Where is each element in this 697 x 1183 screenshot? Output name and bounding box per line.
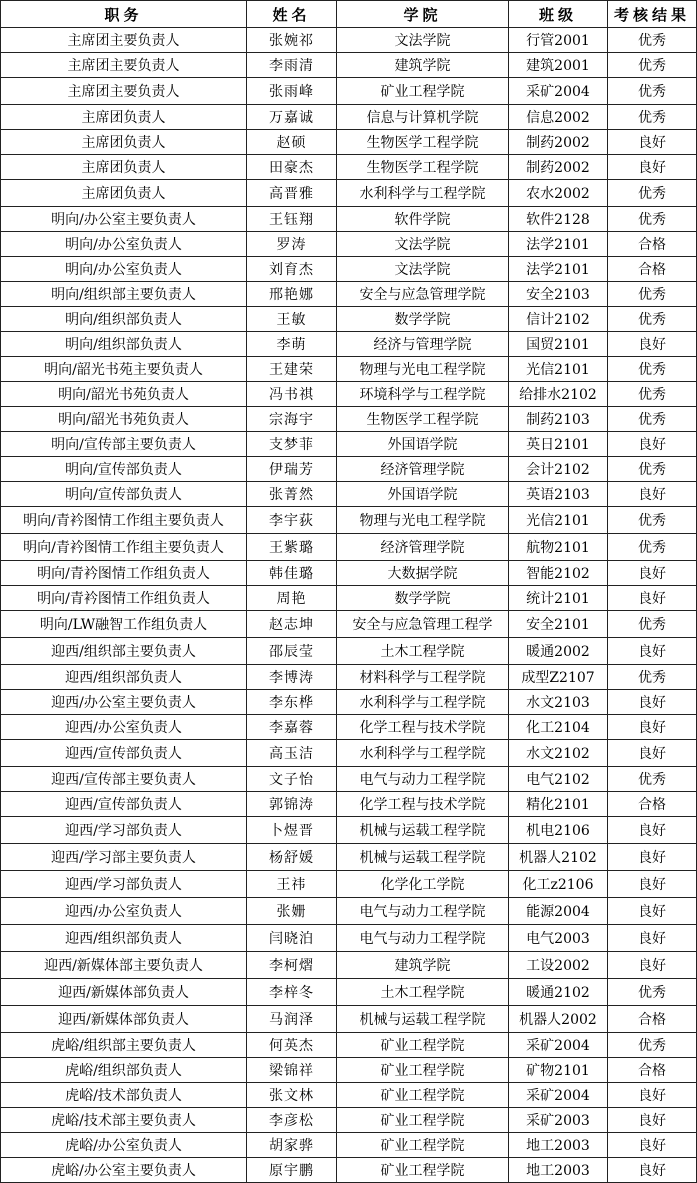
class-cell: 机器人2102 bbox=[509, 844, 608, 871]
table-row bbox=[1, 534, 697, 561]
position-cell: 迎西/办公室负责人 bbox=[1, 898, 247, 925]
table-row bbox=[1, 357, 697, 382]
table-row bbox=[1, 332, 697, 357]
name-cell: 赵硕 bbox=[247, 130, 337, 155]
position-cell: 明向/宣传部主要负责人 bbox=[1, 432, 247, 457]
result-cell: 良好 bbox=[608, 1083, 697, 1108]
class-cell: 能源2004 bbox=[509, 898, 608, 925]
name-cell: 赵志坤 bbox=[247, 611, 337, 638]
class-cell: 采矿2004 bbox=[509, 78, 608, 105]
table-row bbox=[1, 767, 697, 792]
table-row bbox=[1, 665, 697, 690]
position-cell: 明向/办公室负责人 bbox=[1, 257, 247, 282]
college-cell: 土木工程学院 bbox=[337, 979, 509, 1006]
table-row bbox=[1, 561, 697, 586]
table-row bbox=[1, 482, 697, 507]
class-cell: 电气2003 bbox=[509, 925, 608, 952]
table-row bbox=[1, 1158, 697, 1183]
name-cell: 李雨清 bbox=[247, 53, 337, 78]
name-cell: 宗海宇 bbox=[247, 407, 337, 432]
name-cell: 周艳 bbox=[247, 586, 337, 611]
class-cell: 航物2101 bbox=[509, 534, 608, 561]
position-cell: 明向/青衿图情工作组主要负责人 bbox=[1, 534, 247, 561]
college-cell: 矿业工程学院 bbox=[337, 1158, 509, 1183]
result-cell: 良好 bbox=[608, 1108, 697, 1133]
name-cell: 李宇荻 bbox=[247, 507, 337, 534]
position-cell: 虎峪/办公室负责人 bbox=[1, 1133, 247, 1158]
class-cell: 信息2002 bbox=[509, 105, 608, 130]
name-cell: 邵辰莹 bbox=[247, 638, 337, 665]
college-cell: 生物医学工程学院 bbox=[337, 407, 509, 432]
college-cell: 物理与光电工程学院 bbox=[337, 507, 509, 534]
class-cell: 机器人2002 bbox=[509, 1006, 608, 1033]
table-row bbox=[1, 130, 697, 155]
name-cell: 张姗 bbox=[247, 898, 337, 925]
table-row bbox=[1, 925, 697, 952]
table-row bbox=[1, 871, 697, 898]
position-cell: 主席团负责人 bbox=[1, 130, 247, 155]
name-cell: 李嘉蓉 bbox=[247, 715, 337, 740]
college-cell: 矿业工程学院 bbox=[337, 1133, 509, 1158]
name-cell: 王紫璐 bbox=[247, 534, 337, 561]
college-cell: 电气与动力工程学院 bbox=[337, 925, 509, 952]
college-cell: 软件学院 bbox=[337, 207, 509, 232]
college-cell: 外国语学院 bbox=[337, 432, 509, 457]
name-cell: 王钰翔 bbox=[247, 207, 337, 232]
college-cell: 矿业工程学院 bbox=[337, 1058, 509, 1083]
position-cell: 明向/办公室负责人 bbox=[1, 232, 247, 257]
position-cell: 迎西/宣传部主要负责人 bbox=[1, 767, 247, 792]
table-body bbox=[1, 28, 697, 1183]
class-cell: 矿物2101 bbox=[509, 1058, 608, 1083]
class-cell: 暖通2002 bbox=[509, 638, 608, 665]
position-cell: 主席团负责人 bbox=[1, 155, 247, 180]
result-cell: 良好 bbox=[608, 1133, 697, 1158]
table-row bbox=[1, 1058, 697, 1083]
result-cell: 良好 bbox=[608, 432, 697, 457]
position-cell: 明向/韶光书苑负责人 bbox=[1, 382, 247, 407]
name-cell: 张雨峰 bbox=[247, 78, 337, 105]
result-cell: 优秀 bbox=[608, 457, 697, 482]
college-cell: 数学学院 bbox=[337, 307, 509, 332]
class-cell: 暖通2102 bbox=[509, 979, 608, 1006]
class-cell: 光信2101 bbox=[509, 507, 608, 534]
result-cell: 优秀 bbox=[608, 407, 697, 432]
table-row bbox=[1, 586, 697, 611]
table-row bbox=[1, 1006, 697, 1033]
position-cell: 明向/青衿图情工作组负责人 bbox=[1, 561, 247, 586]
name-cell: 李柯熠 bbox=[247, 952, 337, 979]
class-cell: 制药2103 bbox=[509, 407, 608, 432]
class-cell: 精化2101 bbox=[509, 792, 608, 817]
name-cell: 李彦松 bbox=[247, 1108, 337, 1133]
class-cell: 化工2104 bbox=[509, 715, 608, 740]
name-cell: 李梓冬 bbox=[247, 979, 337, 1006]
table-row bbox=[1, 715, 697, 740]
result-cell: 优秀 bbox=[608, 307, 697, 332]
table-row bbox=[1, 1133, 697, 1158]
result-cell: 优秀 bbox=[608, 507, 697, 534]
result-cell: 合格 bbox=[608, 232, 697, 257]
result-cell: 良好 bbox=[608, 561, 697, 586]
college-cell: 经济管理学院 bbox=[337, 534, 509, 561]
name-cell: 闫晓泊 bbox=[247, 925, 337, 952]
result-cell: 优秀 bbox=[608, 611, 697, 638]
result-cell: 优秀 bbox=[608, 180, 697, 207]
name-cell: 文子怡 bbox=[247, 767, 337, 792]
name-cell: 何英杰 bbox=[247, 1033, 337, 1058]
position-cell: 迎西/学习部负责人 bbox=[1, 871, 247, 898]
result-cell: 优秀 bbox=[608, 28, 697, 53]
table-row bbox=[1, 817, 697, 844]
position-cell: 明向/韶光书苑主要负责人 bbox=[1, 357, 247, 382]
position-cell: 明向/组织部负责人 bbox=[1, 307, 247, 332]
college-cell: 文法学院 bbox=[337, 257, 509, 282]
table-row bbox=[1, 432, 697, 457]
name-cell: 张文林 bbox=[247, 1083, 337, 1108]
college-cell: 化学化工学院 bbox=[337, 871, 509, 898]
position-cell: 明向/宣传部负责人 bbox=[1, 482, 247, 507]
name-cell: 王建荣 bbox=[247, 357, 337, 382]
college-cell: 生物医学工程学院 bbox=[337, 130, 509, 155]
table-row bbox=[1, 507, 697, 534]
name-cell: 杨舒媛 bbox=[247, 844, 337, 871]
result-cell: 优秀 bbox=[608, 78, 697, 105]
college-cell: 电气与动力工程学院 bbox=[337, 767, 509, 792]
college-cell: 机械与运载工程学院 bbox=[337, 844, 509, 871]
name-cell: 伊瑞芳 bbox=[247, 457, 337, 482]
name-cell: 韩佳璐 bbox=[247, 561, 337, 586]
result-cell: 良好 bbox=[608, 332, 697, 357]
name-cell: 刘育杰 bbox=[247, 257, 337, 282]
name-cell: 梁锦祥 bbox=[247, 1058, 337, 1083]
name-cell: 支梦菲 bbox=[247, 432, 337, 457]
college-cell: 机械与运载工程学院 bbox=[337, 1006, 509, 1033]
college-cell: 物理与光电工程学院 bbox=[337, 357, 509, 382]
class-cell: 法学2101 bbox=[509, 257, 608, 282]
table-row bbox=[1, 979, 697, 1006]
table-row bbox=[1, 53, 697, 78]
class-cell: 成型Z2107 bbox=[509, 665, 608, 690]
result-cell: 合格 bbox=[608, 1006, 697, 1033]
position-cell: 迎西/宣传部负责人 bbox=[1, 740, 247, 767]
name-cell: 田豪杰 bbox=[247, 155, 337, 180]
class-cell: 采矿2003 bbox=[509, 1108, 608, 1133]
name-cell: 张菁然 bbox=[247, 482, 337, 507]
table-row bbox=[1, 611, 697, 638]
result-cell: 合格 bbox=[608, 257, 697, 282]
class-cell: 国贸2101 bbox=[509, 332, 608, 357]
position-cell: 明向/韶光书苑负责人 bbox=[1, 407, 247, 432]
header-college: 学院 bbox=[337, 1, 509, 28]
class-cell: 制药2002 bbox=[509, 155, 608, 180]
table-row bbox=[1, 28, 697, 53]
college-cell: 文法学院 bbox=[337, 28, 509, 53]
position-cell: 明向/青衿图情工作组主要负责人 bbox=[1, 507, 247, 534]
college-cell: 矿业工程学院 bbox=[337, 78, 509, 105]
college-cell: 文法学院 bbox=[337, 232, 509, 257]
table-row bbox=[1, 232, 697, 257]
position-cell: 主席团负责人 bbox=[1, 105, 247, 130]
table-row bbox=[1, 382, 697, 407]
table-row bbox=[1, 1108, 697, 1133]
college-cell: 经济与管理学院 bbox=[337, 332, 509, 357]
name-cell: 冯书祺 bbox=[247, 382, 337, 407]
result-cell: 优秀 bbox=[608, 105, 697, 130]
name-cell: 李东桦 bbox=[247, 690, 337, 715]
name-cell: 郭锦涛 bbox=[247, 792, 337, 817]
result-cell: 良好 bbox=[608, 586, 697, 611]
class-cell: 采矿2004 bbox=[509, 1083, 608, 1108]
result-cell: 良好 bbox=[608, 898, 697, 925]
table-row bbox=[1, 457, 697, 482]
college-cell: 大数据学院 bbox=[337, 561, 509, 586]
name-cell: 王敏 bbox=[247, 307, 337, 332]
table-row bbox=[1, 898, 697, 925]
result-cell: 良好 bbox=[608, 638, 697, 665]
position-cell: 明向/青衿图情工作组负责人 bbox=[1, 586, 247, 611]
class-cell: 化工z2106 bbox=[509, 871, 608, 898]
college-cell: 机械与运载工程学院 bbox=[337, 817, 509, 844]
college-cell: 环境科学与工程学院 bbox=[337, 382, 509, 407]
class-cell: 电气2102 bbox=[509, 767, 608, 792]
class-cell: 建筑2001 bbox=[509, 53, 608, 78]
result-cell: 优秀 bbox=[608, 767, 697, 792]
result-cell: 优秀 bbox=[608, 1033, 697, 1058]
name-cell: 胡家骅 bbox=[247, 1133, 337, 1158]
college-cell: 建筑学院 bbox=[337, 53, 509, 78]
result-cell: 良好 bbox=[608, 715, 697, 740]
position-cell: 迎西/办公室负责人 bbox=[1, 715, 247, 740]
class-cell: 行管2001 bbox=[509, 28, 608, 53]
table-row bbox=[1, 638, 697, 665]
college-cell: 土木工程学院 bbox=[337, 638, 509, 665]
position-cell: 主席团主要负责人 bbox=[1, 53, 247, 78]
class-cell: 水文2103 bbox=[509, 690, 608, 715]
class-cell: 制药2002 bbox=[509, 130, 608, 155]
position-cell: 迎西/宣传部负责人 bbox=[1, 792, 247, 817]
class-cell: 给排水2102 bbox=[509, 382, 608, 407]
result-cell: 良好 bbox=[608, 1158, 697, 1183]
class-cell: 地工2003 bbox=[509, 1133, 608, 1158]
position-cell: 主席团主要负责人 bbox=[1, 78, 247, 105]
result-cell: 良好 bbox=[608, 155, 697, 180]
table-row bbox=[1, 207, 697, 232]
position-cell: 虎峪/组织部主要负责人 bbox=[1, 1033, 247, 1058]
position-cell: 虎峪/办公室主要负责人 bbox=[1, 1158, 247, 1183]
result-cell: 良好 bbox=[608, 817, 697, 844]
name-cell: 李萌 bbox=[247, 332, 337, 357]
table-row bbox=[1, 792, 697, 817]
result-cell: 良好 bbox=[608, 130, 697, 155]
result-cell: 优秀 bbox=[608, 207, 697, 232]
result-cell: 良好 bbox=[608, 925, 697, 952]
result-cell: 良好 bbox=[608, 844, 697, 871]
college-cell: 安全与应急管理工程学 bbox=[337, 611, 509, 638]
table-row bbox=[1, 690, 697, 715]
table-row bbox=[1, 1033, 697, 1058]
result-cell: 优秀 bbox=[608, 282, 697, 307]
result-cell: 优秀 bbox=[608, 665, 697, 690]
college-cell: 化学工程与技术学院 bbox=[337, 715, 509, 740]
position-cell: 虎峪/技术部主要负责人 bbox=[1, 1108, 247, 1133]
table-row bbox=[1, 844, 697, 871]
position-cell: 主席团负责人 bbox=[1, 180, 247, 207]
name-cell: 王祎 bbox=[247, 871, 337, 898]
result-cell: 良好 bbox=[608, 952, 697, 979]
name-cell: 张婉祁 bbox=[247, 28, 337, 53]
name-cell: 高玉洁 bbox=[247, 740, 337, 767]
college-cell: 水利科学与工程学院 bbox=[337, 740, 509, 767]
header-position: 职务 bbox=[1, 1, 247, 28]
table-row bbox=[1, 105, 697, 130]
result-cell: 良好 bbox=[608, 690, 697, 715]
class-cell: 机电2106 bbox=[509, 817, 608, 844]
position-cell: 迎西/学习部负责人 bbox=[1, 817, 247, 844]
class-cell: 农水2002 bbox=[509, 180, 608, 207]
class-cell: 采矿2004 bbox=[509, 1033, 608, 1058]
result-cell: 良好 bbox=[608, 740, 697, 767]
result-cell: 良好 bbox=[608, 871, 697, 898]
name-cell: 卜煜晋 bbox=[247, 817, 337, 844]
table-row bbox=[1, 257, 697, 282]
table-row bbox=[1, 740, 697, 767]
table-row bbox=[1, 407, 697, 432]
name-cell: 马润泽 bbox=[247, 1006, 337, 1033]
name-cell: 罗涛 bbox=[247, 232, 337, 257]
college-cell: 化学工程与技术学院 bbox=[337, 792, 509, 817]
college-cell: 外国语学院 bbox=[337, 482, 509, 507]
header-class: 班级 bbox=[509, 1, 608, 28]
position-cell: 迎西/新媒体部负责人 bbox=[1, 979, 247, 1006]
table-row bbox=[1, 155, 697, 180]
position-cell: 迎西/新媒体部负责人 bbox=[1, 1006, 247, 1033]
class-cell: 水文2102 bbox=[509, 740, 608, 767]
result-cell: 优秀 bbox=[608, 534, 697, 561]
class-cell: 安全2103 bbox=[509, 282, 608, 307]
class-cell: 英语2103 bbox=[509, 482, 608, 507]
college-cell: 经济管理学院 bbox=[337, 457, 509, 482]
position-cell: 主席团主要负责人 bbox=[1, 28, 247, 53]
class-cell: 工设2002 bbox=[509, 952, 608, 979]
result-cell: 优秀 bbox=[608, 53, 697, 78]
position-cell: 虎峪/组织部负责人 bbox=[1, 1058, 247, 1083]
college-cell: 矿业工程学院 bbox=[337, 1083, 509, 1108]
college-cell: 材料科学与工程学院 bbox=[337, 665, 509, 690]
result-cell: 合格 bbox=[608, 792, 697, 817]
name-cell: 邢艳娜 bbox=[247, 282, 337, 307]
table-row bbox=[1, 78, 697, 105]
position-cell: 明向/LW融智工作组负责人 bbox=[1, 611, 247, 638]
class-cell: 地工2003 bbox=[509, 1158, 608, 1183]
header-row bbox=[1, 1, 697, 28]
result-cell: 优秀 bbox=[608, 357, 697, 382]
position-cell: 虎峪/技术部负责人 bbox=[1, 1083, 247, 1108]
position-cell: 迎西/组织部负责人 bbox=[1, 665, 247, 690]
result-cell: 优秀 bbox=[608, 382, 697, 407]
result-cell: 优秀 bbox=[608, 979, 697, 1006]
result-cell: 合格 bbox=[608, 1058, 697, 1083]
class-cell: 信计2102 bbox=[509, 307, 608, 332]
college-cell: 电气与动力工程学院 bbox=[337, 898, 509, 925]
class-cell: 智能2102 bbox=[509, 561, 608, 586]
college-cell: 建筑学院 bbox=[337, 952, 509, 979]
class-cell: 安全2101 bbox=[509, 611, 608, 638]
college-cell: 水利科学与工程学院 bbox=[337, 180, 509, 207]
class-cell: 统计2101 bbox=[509, 586, 608, 611]
college-cell: 生物医学工程学院 bbox=[337, 155, 509, 180]
college-cell: 矿业工程学院 bbox=[337, 1033, 509, 1058]
header-name: 姓名 bbox=[247, 1, 337, 28]
position-cell: 明向/组织部负责人 bbox=[1, 332, 247, 357]
name-cell: 万嘉诚 bbox=[247, 105, 337, 130]
table-row bbox=[1, 282, 697, 307]
position-cell: 明向/宣传部负责人 bbox=[1, 457, 247, 482]
position-cell: 明向/组织部主要负责人 bbox=[1, 282, 247, 307]
result-cell: 良好 bbox=[608, 482, 697, 507]
table-row bbox=[1, 952, 697, 979]
college-cell: 安全与应急管理学院 bbox=[337, 282, 509, 307]
position-cell: 迎西/组织部负责人 bbox=[1, 925, 247, 952]
college-cell: 信息与计算机学院 bbox=[337, 105, 509, 130]
table-row bbox=[1, 1083, 697, 1108]
college-cell: 数学学院 bbox=[337, 586, 509, 611]
class-cell: 会计2102 bbox=[509, 457, 608, 482]
class-cell: 法学2101 bbox=[509, 232, 608, 257]
table-row bbox=[1, 180, 697, 207]
name-cell: 高晋雅 bbox=[247, 180, 337, 207]
position-cell: 迎西/办公室主要负责人 bbox=[1, 690, 247, 715]
position-cell: 明向/办公室主要负责人 bbox=[1, 207, 247, 232]
college-cell: 矿业工程学院 bbox=[337, 1108, 509, 1133]
header-result: 考核结果 bbox=[608, 1, 697, 28]
college-cell: 水利科学与工程学院 bbox=[337, 690, 509, 715]
position-cell: 迎西/学习部主要负责人 bbox=[1, 844, 247, 871]
class-cell: 光信2101 bbox=[509, 357, 608, 382]
name-cell: 李博涛 bbox=[247, 665, 337, 690]
table-row bbox=[1, 307, 697, 332]
class-cell: 英日2101 bbox=[509, 432, 608, 457]
position-cell: 迎西/新媒体部主要负责人 bbox=[1, 952, 247, 979]
name-cell: 原宇鹏 bbox=[247, 1158, 337, 1183]
class-cell: 软件2128 bbox=[509, 207, 608, 232]
position-cell: 迎西/组织部主要负责人 bbox=[1, 638, 247, 665]
